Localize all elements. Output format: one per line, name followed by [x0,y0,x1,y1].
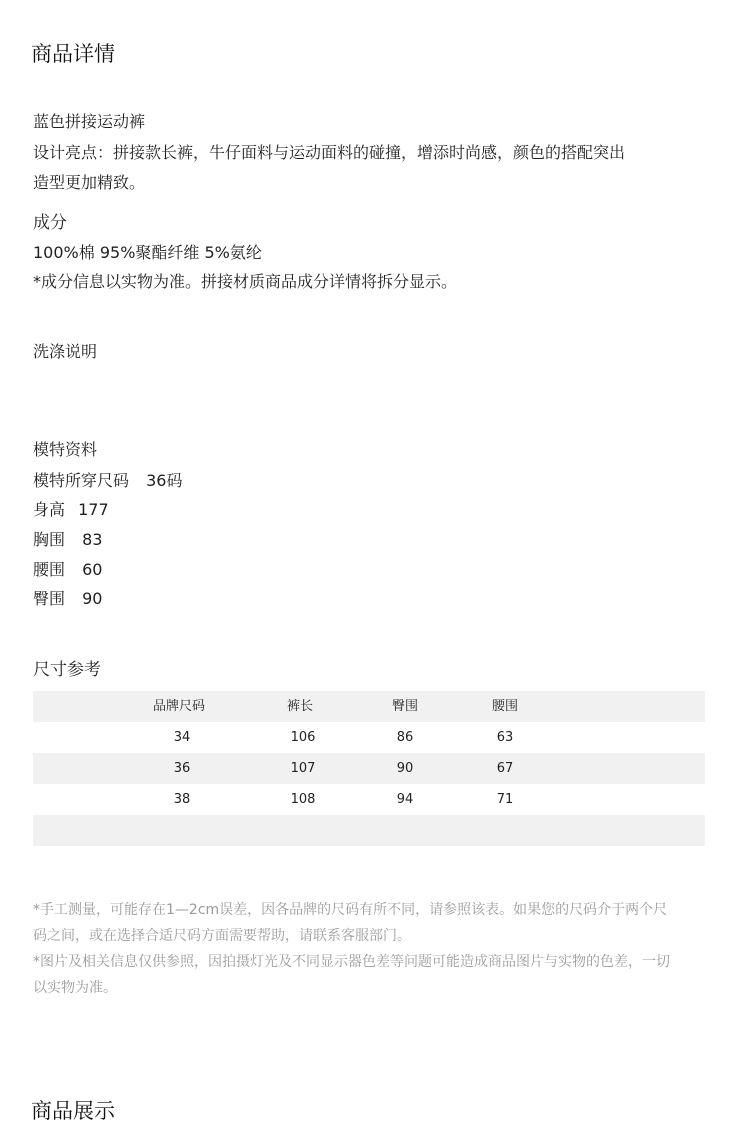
model-row-label: 腰围 [33,560,66,579]
table-row [33,784,705,815]
table-cell: 63 [496,730,514,745]
model-row-value: 36码 [146,471,183,490]
table-cell: 36 [173,761,191,776]
display-title: 商品展示 [31,1099,115,1123]
measure-note-line1: *手工测量，可能存在1—2cm误差，因各品牌的尺码有所不同，请参照该表。如果您的尺码介于两个尺 [33,902,668,918]
table-row [33,722,705,753]
measure-note-line2: 码之间，或在选择合适尺码方面需要帮助，请联系客服部门。 [33,928,411,944]
table-cell: 38 [173,792,191,807]
table-cell: 106 [290,730,316,745]
header-cell: 裤长 [286,699,313,714]
header-cell: 臀围 [391,699,418,714]
table-cell: 34 [173,730,191,745]
composition-title: 成分 [33,213,67,233]
disclaimer-line2: 以实物为准。 [33,980,117,996]
model-row-label: 臀围 [33,589,66,608]
model-row-value: 177 [78,500,109,519]
table-cell: 108 [290,792,316,807]
composition-note: *成分信息以实物为准。拼接材质商品成分详情将拆分显示。 [33,272,458,291]
model-row-chest [33,527,102,550]
table-row [33,753,705,784]
size-ref-title: 尺寸参考 [33,660,101,680]
model-row-waist [33,557,102,580]
table-cell: 107 [290,761,316,776]
table-cell: 67 [496,761,514,776]
table-cell: 94 [396,792,414,807]
product-name: 蓝色拼接运动裤 [33,112,146,131]
model-row-label: 胸围 [33,530,66,549]
design-highlight-line2: 造型更加精致。 [33,173,146,192]
model-row-height [33,497,109,520]
model-row-value: 90 [82,589,103,608]
model-row-value: 83 [82,530,103,549]
header-cell: 腰围 [491,699,518,714]
design-highlight-line1: 设计亮点：拼接款长裤，牛仔面料与运动面料的碰撞，增添时尚感，颜色的搭配突出 [33,143,626,162]
table-cell: 71 [496,792,514,807]
size-table [33,691,705,846]
disclaimer-line1: *图片及相关信息仅供参照，因拍摄灯光及不同显示器色差等问题可能造成商品图片与实物的色差，一切 [33,954,670,970]
model-title: 模特资料 [33,440,98,459]
table-cell: 90 [396,761,414,776]
model-row-label: 模特所穿尺码 [33,471,130,490]
size-table-header [33,691,705,722]
washing-title: 洗涤说明 [33,342,98,361]
model-row-value: 60 [82,560,103,579]
composition-value: 100%棉 95%聚酯纤维 5%氨纶 [33,243,262,262]
table-cell: 86 [396,730,414,745]
header-cell: 品牌尺码 [152,699,205,714]
table-row-empty [33,815,705,846]
detail-title: 商品详情 [31,42,115,66]
model-row-size [33,468,182,491]
model-row-hip [33,586,102,609]
model-row-label: 身高 [33,500,66,519]
